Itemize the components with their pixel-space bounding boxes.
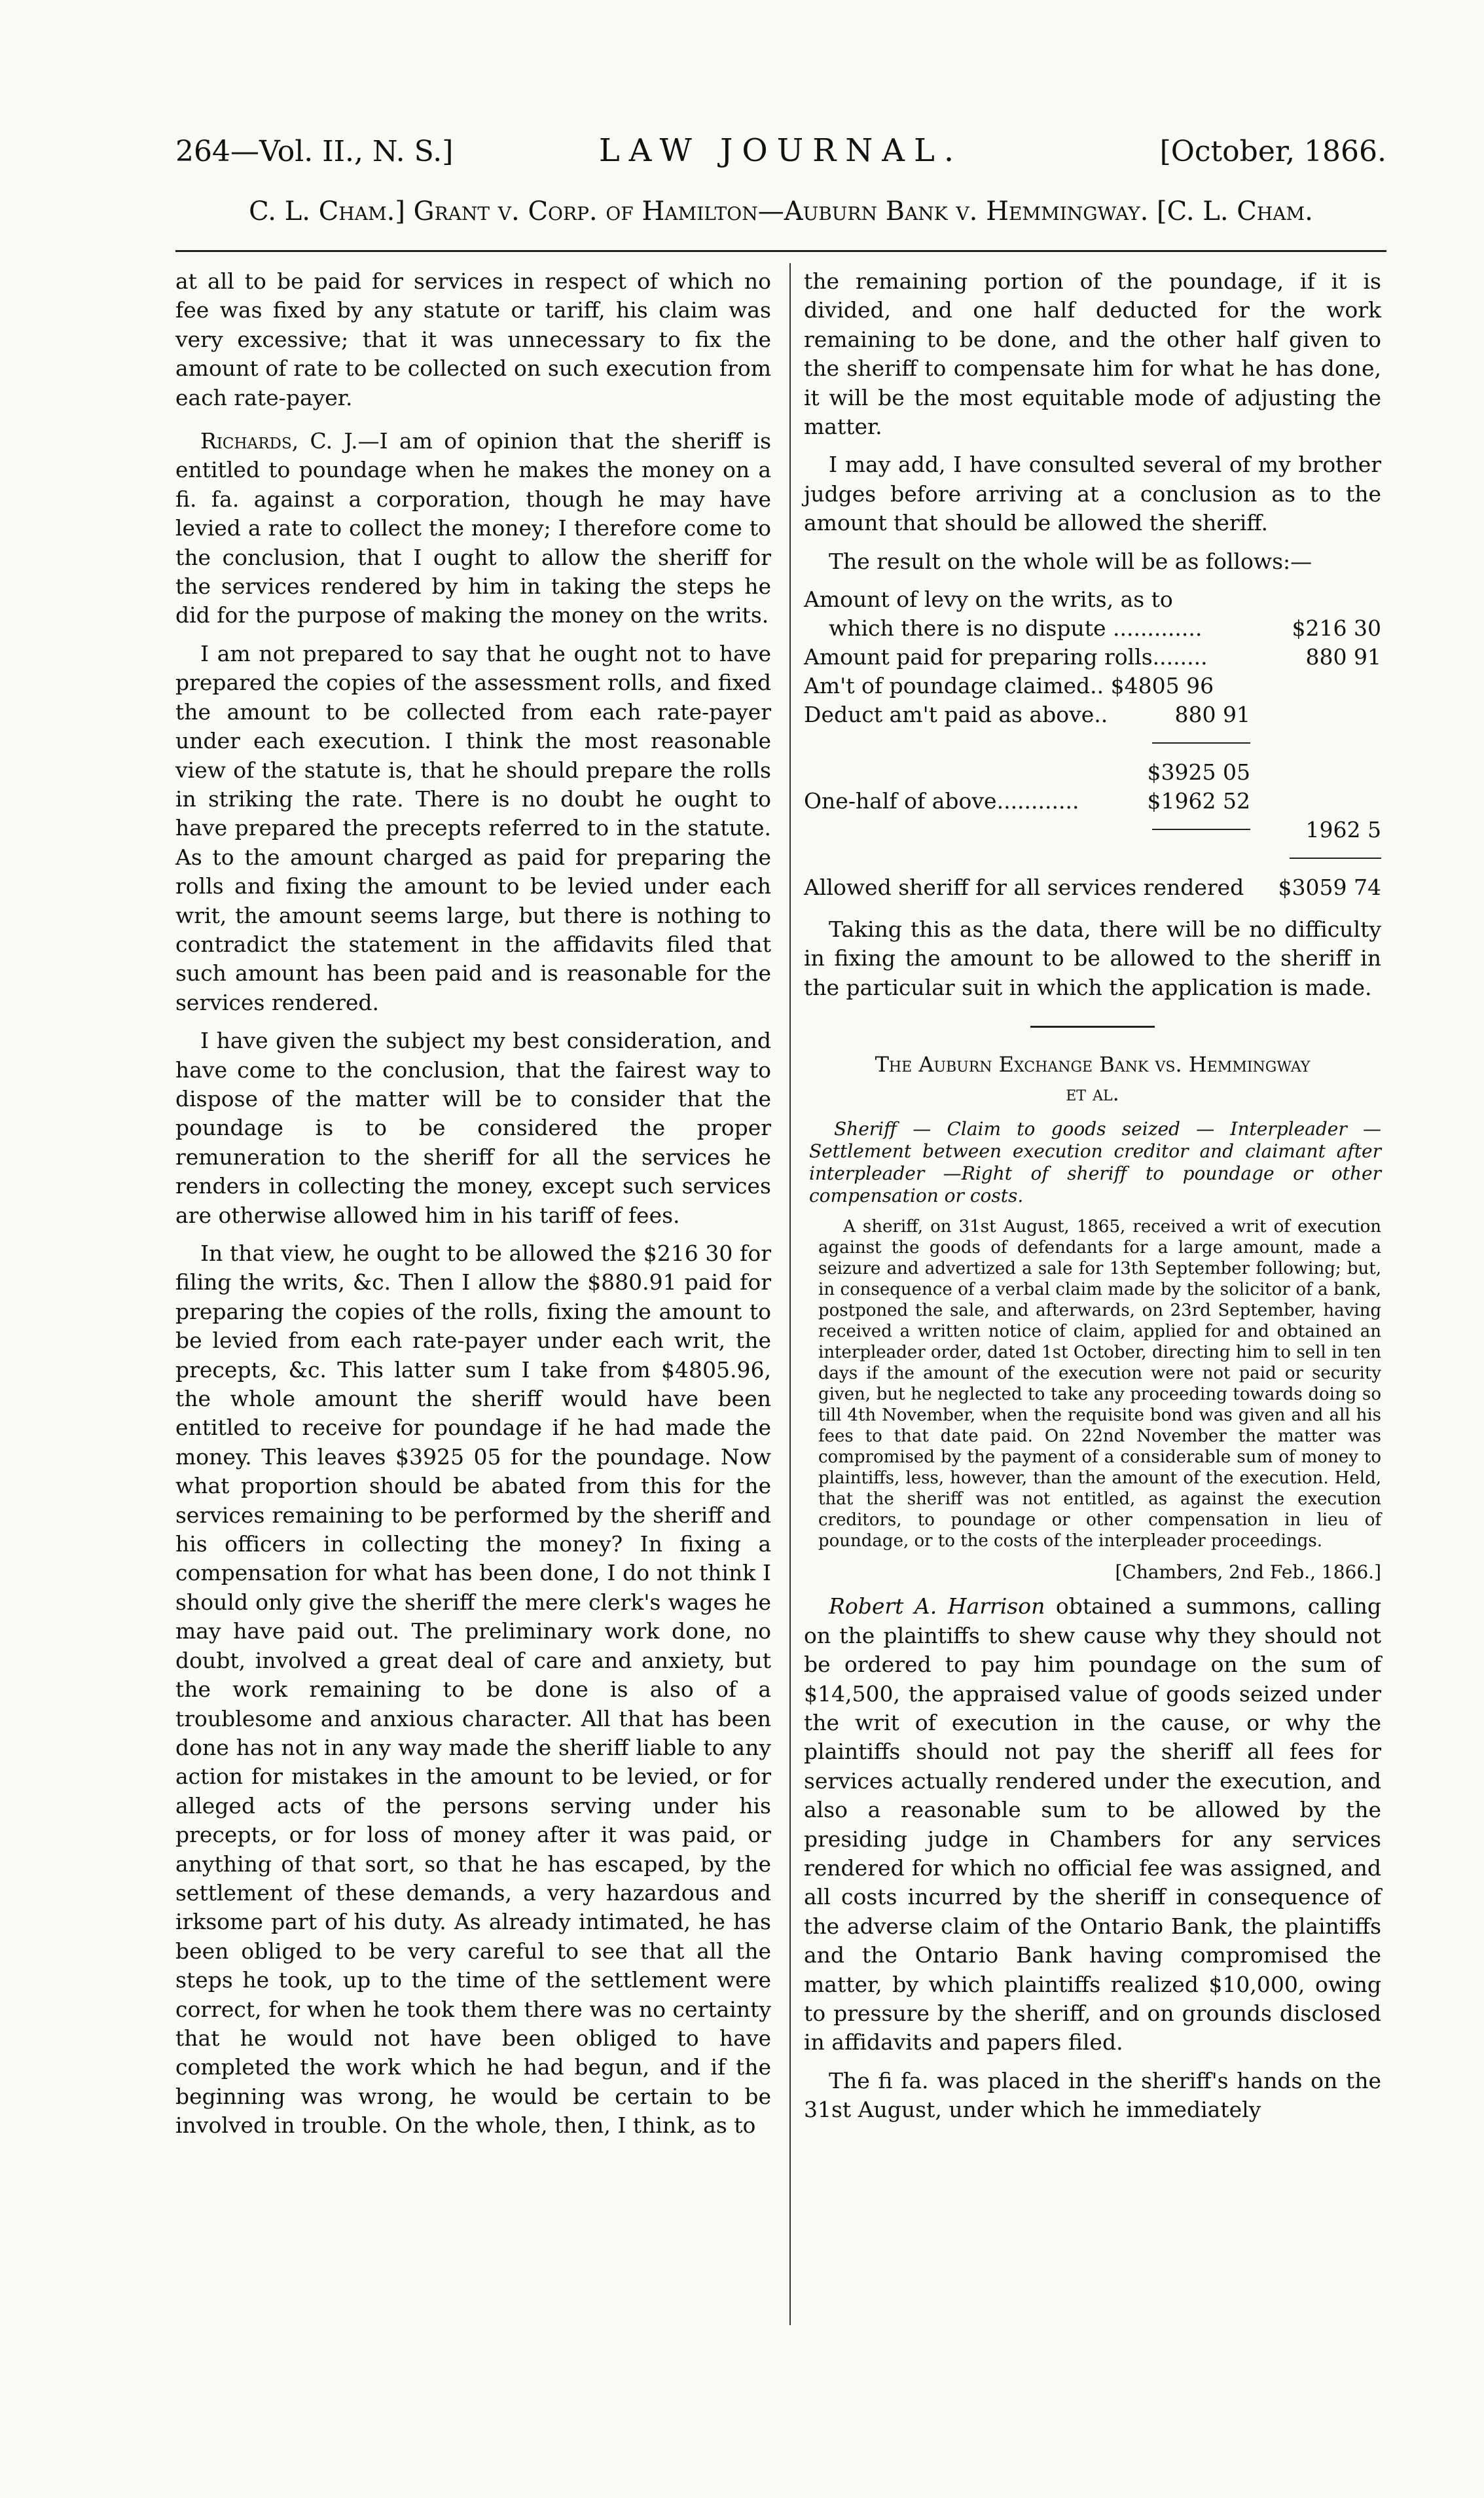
paragraph: I am not prepared to say that he ought not to have prepared the copies of the assessment rolls, and fixed the amount to be collected from each rate-payer under each execution. I think the most reasonable view of the statute is, that he should prepare the rolls in striking the rate. There is no doubt he ought to have prepared the precepts referred to in the statute. As to the amount charged as paid for preparing the rolls and fixing the amount to be levied under each writ, the amount seems large, but there is nothing to contradict the statement in the affidavits filed that such amount has been paid and is reasonable for the services rendered.	[175, 640, 771, 1015]
ledger-row	[804, 672, 1381, 700]
paragraph: the remaining portion of the poundage, if it is divided, and one half deducted for the work remaining to be done, and the other half given to the sheriff to compensate him for what he has done, it will be the most equitable mode of adjusting the matter.	[804, 268, 1381, 440]
column-divider	[789, 263, 791, 2325]
judge-name: Richards, C. J.	[200, 428, 358, 454]
ledger-row	[804, 816, 1381, 844]
ledger-label: Amount of levy on the writs, as to	[804, 587, 1173, 613]
account-ledger	[804, 585, 1381, 902]
paragraph: The result on the whole will be as follows:—	[829, 548, 1312, 574]
paragraph	[804, 1592, 1381, 2057]
ledger-row	[804, 700, 1381, 729]
case-subheader: C. L. Cham.] Grant v. Corp. of Hamilton—Auburn Bank v. Hemmingway. [C. L. Cham.	[249, 196, 1313, 226]
paragraph: I have given the subject my best consideration, and have come to the conclusion, that the fairest way to dispose of the matter will be to consider that the poundage is to be considered the proper remuneration to the sheriff for all the services he renders in collecting the money, except such services are otherwise allowed him in his tariff of fees.	[175, 1028, 771, 1228]
paragraph: The fi fa. was placed in the sheriff's hands on the 31st August, under which he immediately	[804, 2067, 1381, 2123]
paragraph: Taking this as the data, there will be no difficulty in fixing the amount to be allowed to the sheriff in the particular suit in which the application is made.	[804, 916, 1381, 1000]
ledger-label: Amount paid for preparing rolls........	[804, 644, 1208, 670]
case-title-line: et al.	[1066, 1081, 1119, 1106]
counsel-name: Robert A. Harrison	[829, 1593, 1045, 1620]
left-column	[175, 267, 771, 2150]
ledger-amount: 1962 5	[1305, 817, 1381, 843]
case-citation: [Chambers, 2nd Feb., 1866.]	[1115, 1561, 1381, 1584]
ledger-label: Am't of poundage claimed.. $4805 96	[804, 673, 1214, 699]
ledger-row	[804, 643, 1381, 672]
section-divider	[1030, 1026, 1155, 1028]
volume-page-label: 264—Vol. II., N. S.]	[175, 135, 454, 168]
ledger-rule	[1152, 742, 1250, 744]
ledger-rule-row	[804, 844, 1381, 873]
ledger-row	[804, 758, 1381, 787]
ledger-total-row	[804, 873, 1381, 902]
issue-date: [October, 1866.	[1159, 135, 1386, 168]
case-abstract: A sheriff, on 31st August, 1865, received a writ of execution against the goods of defendants for a large amount, made a seizure and advertized a sale for 13th September following; but, in consequence of a verbal claim made by the solicitor of a bank, postponed the sale, and afterwards, on 23rd September, having received a written notice of claim, applied for and obtained an interpleader order, dated 1st October, directing him to sell in ten days if the amount of the execution were not paid or security given, but he neglected to take any proceeding towards doing so till 4th November, when the requisite bond was given and all his fees to that date paid. On 22nd November the matter was compromised by the payment of a considerable sum of money to plaintiffs, less, however, than the amount of the execution. Held, that the sheriff was not entitled, as against the execution creditors, to poundage or other compensation in lieu of poundage, or to the costs of the interpleader proceedings.	[818, 1217, 1381, 1551]
ledger-rule-row	[804, 729, 1381, 758]
ledger-label: One-half of above............	[804, 788, 1079, 814]
case-title	[804, 1050, 1381, 1108]
paragraph-text: I am of opinion that the sheriff is entitled to poundage when he makes the money on a fi. fa. against a corporation, though he may have levied a rate to collect the money; I therefore come to the conclusion, that I ought to allow the sheriff for the services rendered by him in taking the steps he did for the purpose of making the money on the writs.	[175, 428, 772, 628]
journal-title: LAW JOURNAL.	[598, 132, 964, 169]
ledger-amount: $216 30	[1292, 615, 1381, 642]
paragraph: In that view, he ought to be allowed the $216 30 for filing the writs, &c. Then I allow the $880.91 paid for preparing the copies of the rolls, fixing the amount to be levied from each rate-payer under each writ, the precepts, &c. This latter sum I take from $4805.96, the whole amount the sheriff would have been entitled to receive for poundage if he had made the money. This leaves $3925 05 for the poundage. Now what proportion should be abated from this for the services remaining to be performed by the sheriff and his officers in collecting the money? In fixing a compensation for what has been done, I do not think I should only give the sheriff the mere clerk's wages he may have paid out. The preliminary work done, no doubt, involved a great deal of care and anxiety, but the work remaining to be done is also of a troublesome and anxious character. All that has been done has not in any way made the sheriff liable to any action for mistakes in the amount to be levied, or for alleged acts of the persons serving under his precepts, or for loss of money after it was paid, or anything of that sort, so that he has escaped, by the settlement of these demands, a very hazardous and irksome part of his duty. As already intimated, he has been obliged to be very careful to see that all the steps he took, up to the time of the settlement were correct, for when he took them there was no certainty that he would not have been obliged to have completed the work which he had begun, and if the beginning was wrong, he would be certain to be involved in trouble. On the whole, then, I think, as to	[175, 1240, 771, 2139]
paragraph: at all to be paid for services in respect of which no fee was fixed by any statute or tariff, his claim was very excessive; that it was unnecessary to fix the amount of rate to be collected on such execution from each rate-payer.	[175, 268, 771, 410]
header-rule	[175, 250, 1386, 252]
headnote: Sheriff — Claim to goods seized — Interpleader — Settlement between execution creditor and claimant after interpleader —Right of sheriff to poundage or other compensation or costs.	[809, 1118, 1381, 1207]
running-header	[175, 126, 1386, 178]
ledger-label: which there is no dispute .............	[829, 615, 1203, 642]
ledger-label: Deduct am't paid as above..	[804, 702, 1108, 728]
ledger-total: $3059 74	[1278, 875, 1381, 901]
paragraph: I may add, I have consulted several of my brother judges before arriving at a conclusion as to the amount that should be allowed the sheriff.	[804, 452, 1381, 536]
ledger-subtotal: $1962 52	[1147, 788, 1250, 814]
ledger-subtotal: $3925 05	[1147, 759, 1250, 786]
ledger-amount: 880 91	[1305, 644, 1381, 670]
right-column	[804, 267, 1381, 2134]
ledger-row	[804, 614, 1381, 643]
ledger-subtotal: 880 91	[1174, 702, 1250, 728]
ledger-label: Allowed sheriff for all services rendered	[804, 875, 1244, 901]
paragraph-text: obtained a summons, calling on the plaintiffs to shew cause why they should not be ordered to pay him poundage on the sum of $14,500, the appraised value of goods seized under the writ of execution in the cause, or why the plaintiffs should not pay the sheriff all fees for services actually rendered under the execution, and also a reasonable sum to be allowed by the presiding judge in Chambers for any services rendered for which no official fee was assigned, and all costs incurred by the sheriff in consequence of the adverse claim of the Ontario Bank, the plaintiffs and the Ontario Bank having compromised the matter, by which plaintiffs realized $10,000, owing to pressure by the sheriff, and on grounds disclosed in affidavits and papers filed.	[804, 1593, 1381, 2055]
ledger-row	[804, 787, 1381, 816]
ledger-rule	[1290, 858, 1381, 859]
case-title-line: The Auburn Exchange Bank vs. Hemmingway	[875, 1052, 1311, 1077]
paragraph: Richards, C. J.—I am of opinion that the sheriff is entitled to poundage when he makes the money on a fi. fa. against a corporation, though he may have levied a rate to collect the money; I therefore come to the conclusion, that I ought to allow the sheriff for the services rendered by him in taking the steps he did for the purpose of making the money on the writs.	[175, 428, 772, 628]
ledger-rule	[1152, 829, 1250, 830]
ledger-row	[804, 585, 1381, 614]
